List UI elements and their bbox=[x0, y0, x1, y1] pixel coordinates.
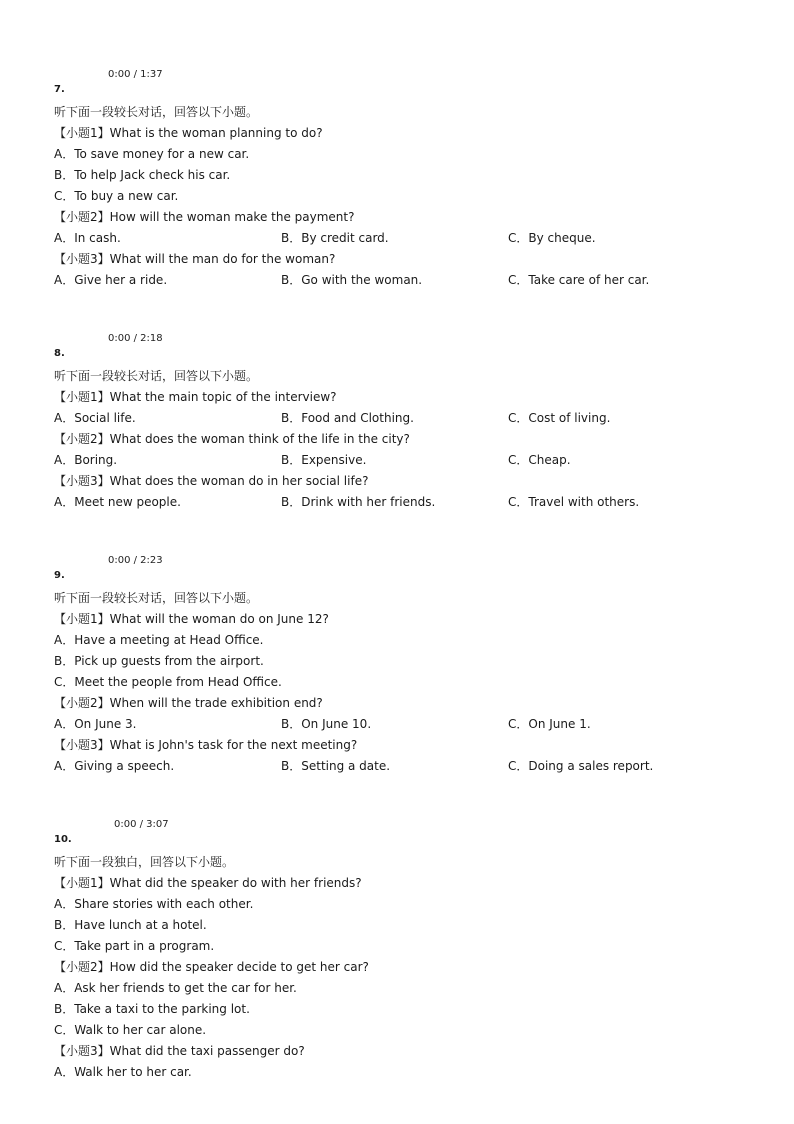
audio-player-time[interactable]: 0:00 / 2:23 bbox=[108, 555, 163, 566]
option-c: C．Take care of her car. bbox=[508, 273, 650, 287]
option-b: B．Drink with her friends. bbox=[281, 495, 436, 509]
instruction: 听下面一段较长对话，回答以下小题。 bbox=[54, 105, 259, 119]
sub-question-3: 【小题3】What will the man do for the woman? bbox=[54, 252, 336, 266]
sub-question-3: 【小题3】What does the woman do in her social life? bbox=[54, 474, 369, 488]
option-b: B．Take a taxi to the parking lot. bbox=[54, 1002, 250, 1016]
sub-question-3: 【小题3】What is John's task for the next meeting? bbox=[54, 738, 358, 752]
option-c: C．Doing a sales report. bbox=[508, 759, 654, 773]
option-b: B．Pick up guests from the airport. bbox=[54, 654, 264, 668]
audio-player-time[interactable]: 0:00 / 3:07 bbox=[114, 819, 169, 830]
option-a: A．Ask her friends to get the car for her. bbox=[54, 981, 297, 995]
option-a: A．Meet new people. bbox=[54, 495, 181, 509]
option-b: B．Go with the woman. bbox=[281, 273, 423, 287]
option-c: C．Travel with others. bbox=[508, 495, 640, 509]
option-b: B．On June 10. bbox=[281, 717, 372, 731]
option-a: A．Give her a ride. bbox=[54, 273, 168, 287]
audio-player-time[interactable]: 0:00 / 1:37 bbox=[108, 69, 163, 80]
sub-question-2: 【小题2】When will the trade exhibition end? bbox=[54, 696, 323, 710]
option-a: A．To save money for a new car. bbox=[54, 147, 250, 161]
audio-player-time[interactable]: 0:00 / 2:18 bbox=[108, 333, 163, 344]
question-number: 7. bbox=[54, 84, 65, 95]
option-b: B．To help Jack check his car. bbox=[54, 168, 231, 182]
option-c: C．Cost of living. bbox=[508, 411, 611, 425]
question-number: 10. bbox=[54, 834, 72, 845]
option-a: A．Boring. bbox=[54, 453, 118, 467]
sub-question-1: 【小题1】What did the speaker do with her friends? bbox=[54, 876, 362, 890]
question-number: 9. bbox=[54, 570, 65, 581]
sub-question-1: 【小题1】What will the woman do on June 12? bbox=[54, 612, 329, 626]
option-c: C．By cheque. bbox=[508, 231, 596, 245]
option-a: A．In cash. bbox=[54, 231, 121, 245]
option-b: B．Setting a date. bbox=[281, 759, 391, 773]
option-a: A．On June 3. bbox=[54, 717, 137, 731]
sub-question-1: 【小题1】What is the woman planning to do? bbox=[54, 126, 323, 140]
option-c: C．On June 1. bbox=[508, 717, 591, 731]
option-c: C．To buy a new car. bbox=[54, 189, 179, 203]
option-b: B．Food and Clothing. bbox=[281, 411, 414, 425]
instruction: 听下面一段较长对话，回答以下小题。 bbox=[54, 369, 259, 383]
instruction: 听下面一段较长对话，回答以下小题。 bbox=[54, 591, 259, 605]
sub-question-2: 【小题2】What does the woman think of the life in the city? bbox=[54, 432, 410, 446]
option-a: A．Giving a speech. bbox=[54, 759, 175, 773]
option-c: C．Take part in a program. bbox=[54, 939, 215, 953]
sub-question-2: 【小题2】How did the speaker decide to get her car? bbox=[54, 960, 369, 974]
question-number: 8. bbox=[54, 348, 65, 359]
option-a: A．Have a meeting at Head Office. bbox=[54, 633, 264, 647]
option-a: A．Share stories with each other. bbox=[54, 897, 254, 911]
sub-question-3: 【小题3】What did the taxi passenger do? bbox=[54, 1044, 305, 1058]
sub-question-1: 【小题1】What the main topic of the interview? bbox=[54, 390, 337, 404]
option-b: B．Have lunch at a hotel. bbox=[54, 918, 207, 932]
option-a: A．Social life. bbox=[54, 411, 136, 425]
sub-question-2: 【小题2】How will the woman make the payment? bbox=[54, 210, 355, 224]
option-c: C．Meet the people from Head Office. bbox=[54, 675, 282, 689]
option-c: C．Cheap. bbox=[508, 453, 571, 467]
instruction: 听下面一段独白，回答以下小题。 bbox=[54, 855, 235, 869]
option-b: B．By credit card. bbox=[281, 231, 389, 245]
option-a: A．Walk her to her car. bbox=[54, 1065, 192, 1079]
option-c: C．Walk to her car alone. bbox=[54, 1023, 207, 1037]
option-b: B．Expensive. bbox=[281, 453, 367, 467]
